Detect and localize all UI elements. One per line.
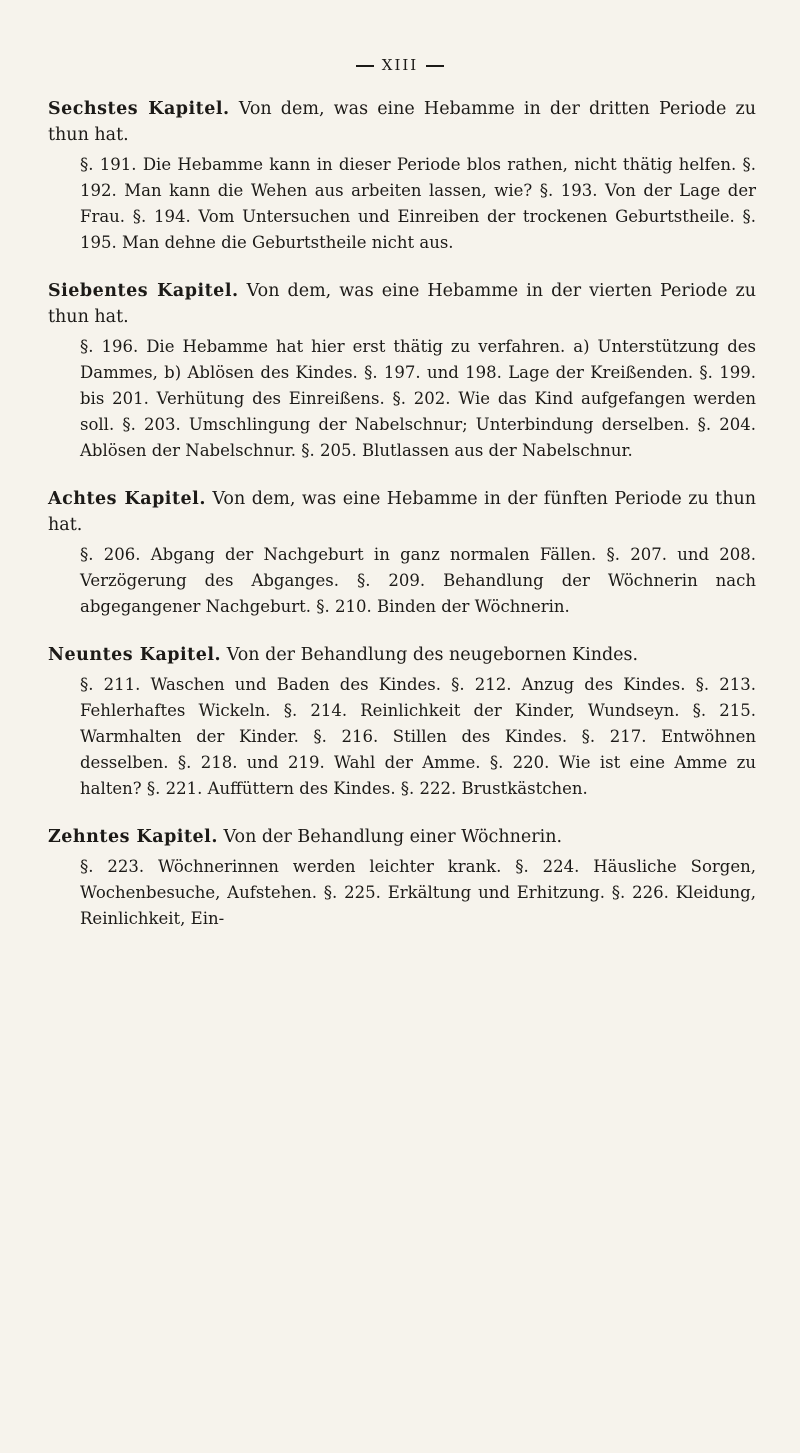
chapter-subject: Von dem, was eine Hebamme in der dritten Periode zu thun hat.	[48, 99, 756, 145]
chapter-6	[46, 96, 756, 256]
chapter-9	[46, 642, 756, 802]
chapter-subject: Von der Behandlung des neugebornen Kindes.	[226, 645, 639, 665]
chapter-heading	[46, 96, 756, 148]
section-list: §. 191. Die Hebamme kann in dieser Periode blos rathen, nicht thätig helfen. §. 192. Man kann die Wehen aus arbeiten lassen, wie? §. 193. Von der Lage der Frau. §. 194. Vom Untersuchen und Einreiben der trockenen Geburtstheile. §. 195. Man dehne die Geburtstheile nicht aus.	[80, 155, 756, 252]
section-list: §. 206. Abgang der Nachgeburt in ganz normalen Fällen. §. 207. und 208. Verzögerung des Abganges. §. 209. Behandlung der Wöchnerin nach abgegangener Nachgeburt. §. 210. Binden der Wöchnerin.	[80, 545, 756, 616]
chapter-heading	[46, 642, 756, 668]
chapter-7	[46, 278, 756, 464]
chapter-heading	[46, 278, 756, 330]
chapter-8	[46, 486, 756, 620]
chapter-title: Siebentes Kapitel.	[48, 281, 239, 301]
chapter-subject: Von dem, was eine Hebamme in der vierten Periode zu thun hat.	[48, 281, 756, 327]
chapter-10	[46, 824, 756, 932]
chapter-title: Achtes Kapitel.	[48, 489, 206, 509]
chapter-subject: Von der Behandlung einer Wöchnerin.	[223, 827, 563, 847]
chapter-heading	[46, 824, 756, 850]
chapter-title: Neuntes Kapitel.	[48, 645, 222, 665]
chapter-title: Sechstes Kapitel.	[48, 99, 230, 119]
section-list: §. 211. Waschen und Baden des Kindes. §. 212. Anzug des Kindes. §. 213. Fehlerhaftes Wickeln. §. 214. Reinlichkeit der Kinder, Wundseyn. §. 215. Warmhalten der Kinder. §. 216. Stillen des Kindes. §. 217. Entwöhnen desselben. §. 218. und 219. Wahl der Amme. §. 220. Wie ist eine Amme zu halten? §. 221. Auffüttern des Kindes. §. 222. Brustkästchen.	[80, 675, 756, 798]
chapter-subject: Von dem, was eine Hebamme in der fünften Periode zu thun hat.	[48, 489, 757, 535]
folio-dash-left	[356, 65, 374, 67]
chapter-heading	[46, 486, 756, 538]
folio-dash-right	[426, 65, 444, 67]
page-folio	[0, 56, 800, 74]
chapter-title: Zehntes Kapitel.	[48, 827, 218, 847]
section-list: §. 196. Die Hebamme hat hier erst thätig zu verfahren. a) Unterstützung des Dammes, b) Ablösen des Kindes. §. 197. und 198. Lage der Kreißenden. §. 199. bis 201. Verhütung des Einreißens. §. 202. Wie das Kind aufgefangen werden soll. §. 203. Umschlingung der Nabelschnur; Unterbindung derselben. §. 204. Ablösen der Nabelschnur. §. 205. Blutlassen aus der Nabelschnur.	[80, 337, 756, 460]
folio-number: XIII	[381, 56, 419, 74]
table-of-contents	[46, 96, 756, 932]
section-list: §. 223. Wöchnerinnen werden leichter krank. §. 224. Häusliche Sorgen, Wochenbesuche, Aufstehen. §. 225. Erkältung und Erhitzung. §. 226. Kleidung, Reinlichkeit, Ein-	[80, 857, 756, 928]
